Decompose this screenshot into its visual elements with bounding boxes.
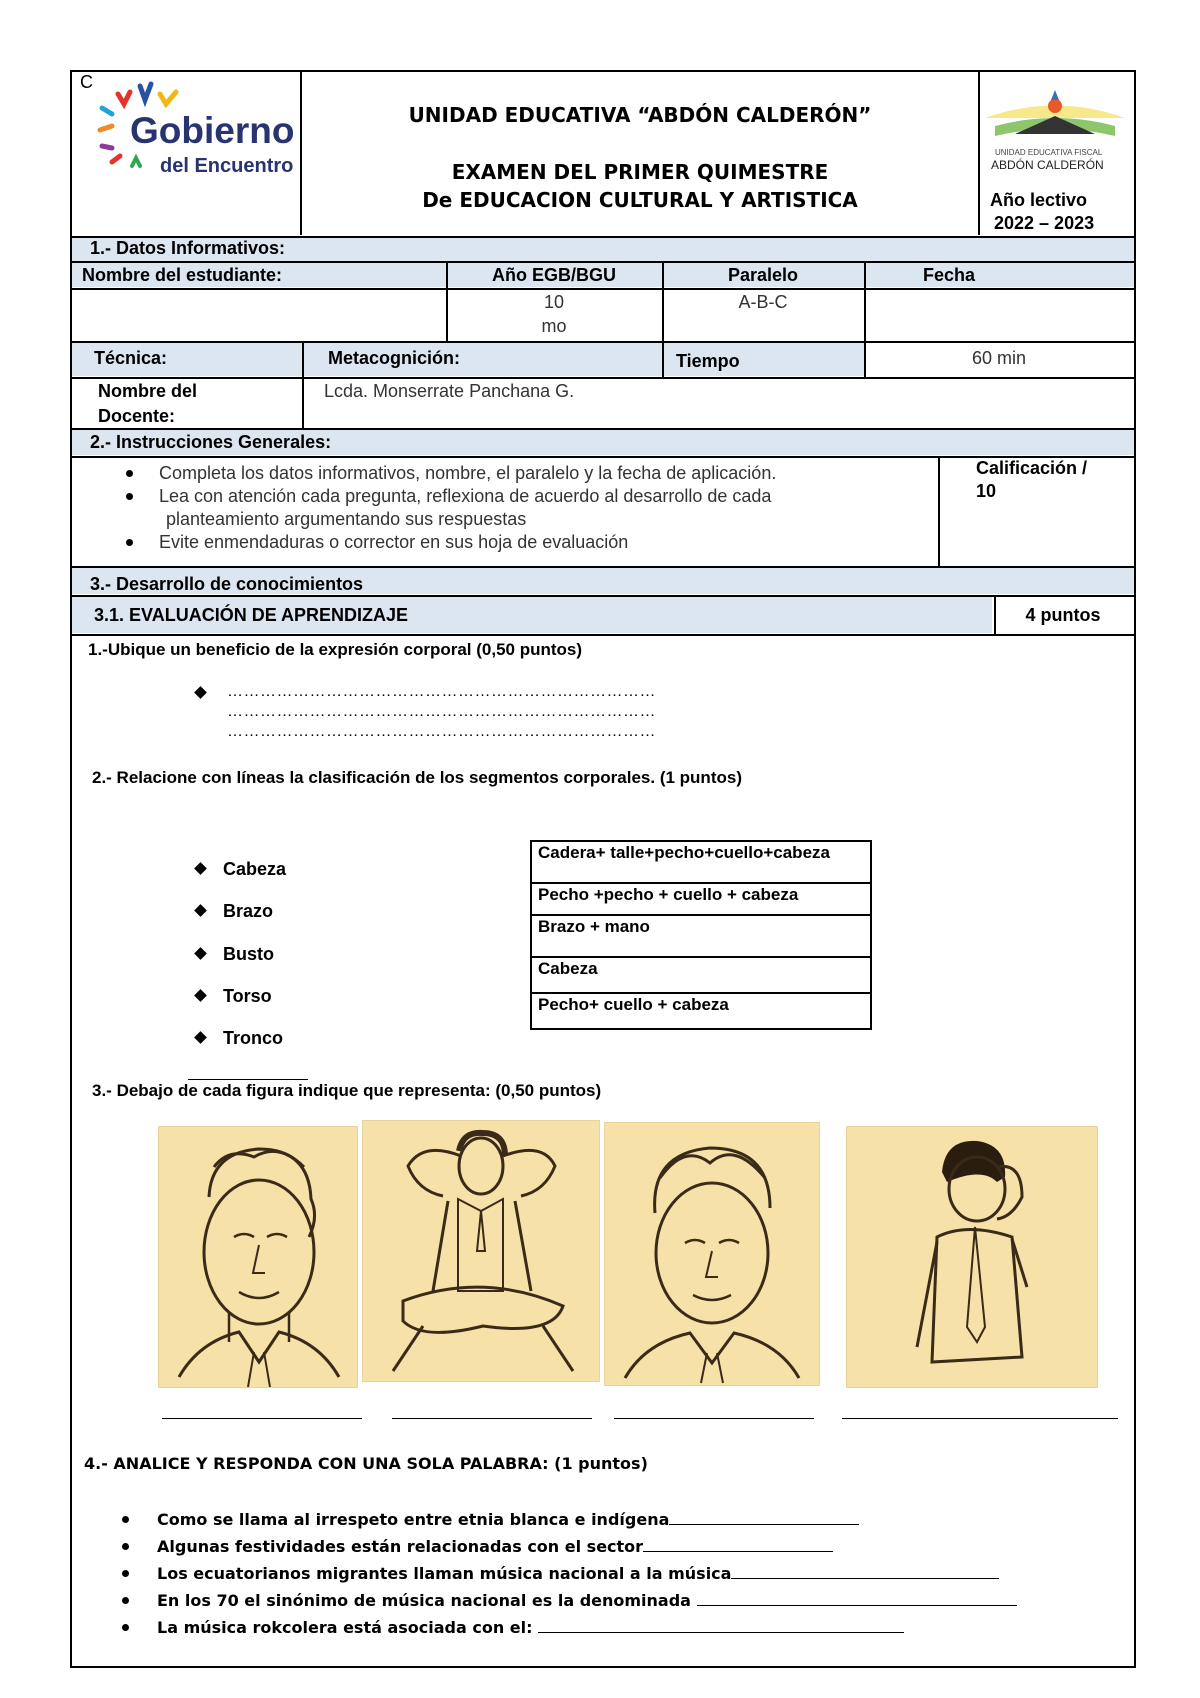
exam-title-line2: De EDUCACION CULTURAL Y ARTISTICA (422, 188, 858, 212)
segment-right-item[interactable]: Brazo + mano (530, 914, 872, 958)
instruction-item-continued: planteamiento argumentando sus respuestas (166, 509, 527, 529)
question3-prefix: 3.- (92, 1081, 117, 1100)
instruction-item: Completa los datos informativos, nombre, el paralelo y la fecha de aplicación. (126, 462, 776, 485)
answer-blank[interactable] (643, 1551, 833, 1552)
bust-portrait-icon (605, 1123, 819, 1385)
segment-left-item[interactable]: Torso (196, 975, 286, 1017)
question1-answer-bullet (196, 686, 223, 704)
segment-left-list (196, 848, 286, 1059)
corner-mark: C (80, 72, 93, 92)
teacher-value: Lcda. Monserrate Panchana G. (324, 381, 575, 401)
answer-blank[interactable] (697, 1605, 1017, 1606)
section1-title: 1.- Datos Informativos: (90, 238, 286, 258)
school-name: UNIDAD EDUCATIVA “ABDÓN CALDERÓN” (408, 103, 872, 127)
segment-left-item[interactable]: Tronco (196, 1017, 286, 1059)
school-logo-icon (985, 88, 1125, 148)
figure2-answer-line[interactable] (392, 1418, 592, 1419)
figure4-answer-line[interactable] (842, 1418, 1118, 1419)
government-logo (90, 80, 300, 190)
metacognition-label: Metacognición: (328, 348, 461, 368)
instruction-item: Lea con atención cada pregunta, reflexiona de acuerdo al desarrollo de cada (126, 485, 776, 508)
question4-item: Los ecuatorianos migrantes llaman música nacional a la música (122, 1560, 1017, 1587)
answer-blank[interactable] (731, 1578, 999, 1579)
question1-text: 1.-Ubique un beneficio de la expresión corporal (0,50 puntos) (88, 640, 583, 659)
year-label: Año lectivo (990, 190, 1088, 210)
seated-figure-icon (363, 1121, 599, 1381)
answer-blank[interactable] (538, 1632, 904, 1633)
figure-seated (362, 1120, 600, 1382)
segment-left-item[interactable]: Brazo (196, 890, 286, 932)
teacher-label-line2: Docente: (98, 406, 176, 426)
date-label: Fecha (922, 265, 976, 285)
torso-figure-icon (847, 1127, 1097, 1387)
student-name-field[interactable] (74, 292, 444, 338)
head-portrait-icon (159, 1127, 357, 1387)
question2-text: 2.- Relacione con líneas la clasificación de los segmentos corporales. (1 puntos) (92, 768, 742, 787)
segment-right-item[interactable]: Cadera+ talle+pecho+cuello+cabeza (530, 840, 872, 884)
school-logo (985, 88, 1125, 170)
question3-underline (188, 1079, 308, 1080)
date-field[interactable] (868, 292, 1134, 338)
question3-body: Debajo de cada figura indique que representa: (0,50 puntos) (116, 1081, 602, 1100)
parallel-value: A-B-C (738, 292, 788, 312)
parallel-label: Paralelo (727, 265, 799, 285)
gov-logo-line1: Gobierno (130, 110, 295, 151)
segment-left-item[interactable]: Cabeza (196, 848, 286, 890)
question4-item: Algunas festividades están relacionadas con el sector (122, 1533, 1017, 1560)
question4-item: Como se llama al irrespeto entre etnia blanca e indígena (122, 1506, 1017, 1533)
segment-right-item[interactable]: Pecho +pecho + cuello + cabeza (530, 882, 872, 916)
question1-dots-3: …………………………………………………………………… (227, 723, 656, 740)
question4-list (122, 1506, 1017, 1641)
school-logo-text2: ABDÓN CALDERÓN (991, 158, 1104, 172)
section2-title: 2.- Instrucciones Generales: (90, 432, 332, 452)
instruction-item: Evite enmendaduras o corrector en sus hoja de evaluación (126, 531, 776, 554)
answer-blank[interactable] (669, 1524, 859, 1525)
year-egb-value-line2: mo (541, 316, 567, 336)
time-value: 60 min (971, 348, 1027, 368)
figure-head-portrait (158, 1126, 358, 1388)
technique-label: Técnica: (94, 348, 168, 368)
figure3-answer-line[interactable] (614, 1418, 814, 1419)
time-label: Tiempo (676, 351, 740, 371)
question4-text: 4.- ANALICE Y RESPONDA CON UNA SOLA PALABRA: (1 puntos) (84, 1454, 648, 1473)
exam-title-line1: EXAMEN DEL PRIMER QUIMESTRE (451, 160, 829, 184)
student-name-label: Nombre del estudiante: (82, 265, 283, 285)
year-egb-value-line1: 10 (543, 292, 565, 312)
teacher-label-line1: Nombre del (98, 381, 198, 401)
question4-item: En los 70 el sinónimo de música nacional es la denominada (122, 1587, 1017, 1614)
figure1-answer-line[interactable] (162, 1418, 362, 1419)
section3-title: 3.- Desarrollo de conocimientos (90, 574, 364, 594)
segment-right-item[interactable]: Pecho+ cuello + cabeza (530, 992, 872, 1030)
question3-text (92, 1081, 601, 1101)
gov-logo-line2: del Encuentro (160, 155, 294, 177)
evaluation-title: 3.1. EVALUACIÓN DE APRENDIZAJE (94, 605, 409, 625)
segment-left-item[interactable]: Busto (196, 933, 286, 975)
school-logo-text1: UNIDAD EDUCATIVA FISCAL (995, 148, 1103, 157)
figure-bust-portrait (604, 1122, 820, 1386)
evaluation-points: 4 puntos (1025, 605, 1101, 625)
year-egb-label: Año EGB/BGU (492, 265, 616, 285)
question1-dots-1: …………………………………………………………………… (227, 683, 656, 700)
year-value: 2022 – 2023 (994, 213, 1095, 233)
segment-right-item[interactable]: Cabeza (530, 956, 872, 994)
grade-label-line2: 10 (976, 481, 997, 501)
question1-dots-2: …………………………………………………………………… (227, 703, 656, 720)
figure-torso (846, 1126, 1098, 1388)
question4-item: La música rokcolera está asociada con el: (122, 1614, 1017, 1641)
grade-label-line1: Calificación / (976, 458, 1088, 478)
instructions-list (126, 462, 776, 554)
